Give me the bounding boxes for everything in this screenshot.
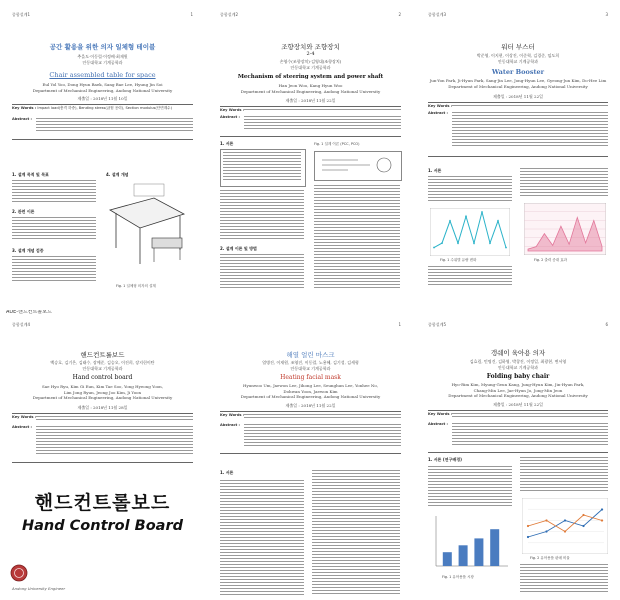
- figure-caption: Fig. 1 설계 이론 (PCC, PCO): [314, 142, 360, 146]
- sales-line-chart: [522, 498, 608, 554]
- keywords: Impact load(충격 하중), Bending stress(굽힘 응력), Section modulus(단면계수): [37, 106, 173, 110]
- body-text: [12, 180, 96, 203]
- data-point: [497, 220, 499, 222]
- abstract-label: Abstract :: [428, 111, 448, 115]
- body-text: [220, 254, 304, 290]
- data-point: [489, 242, 491, 244]
- data-point: [481, 211, 483, 213]
- divider: [12, 139, 193, 140]
- body-text: [12, 256, 96, 283]
- page-number: 3: [605, 12, 608, 17]
- body-text: [428, 266, 512, 287]
- page-number: 1: [398, 322, 401, 327]
- paper-title-ko: 조향장치와 조향장치: [281, 43, 340, 51]
- bar: [490, 529, 499, 566]
- divider: [428, 452, 608, 453]
- abstract-text: [36, 118, 193, 133]
- section-heading: 1. 설계 목적 및 목표: [12, 172, 49, 177]
- section-heading: 1. 서론: [428, 168, 442, 173]
- keywords-label: Key Words :: [12, 106, 37, 110]
- paper-title-en: Heating facial mask: [280, 374, 341, 381]
- section-heading: 1. 서론 (연구배경): [428, 457, 462, 462]
- paper-title-ko: 해열 얼린 마스크: [286, 351, 335, 359]
- body-text: [12, 217, 96, 240]
- output-chart: [524, 203, 606, 255]
- market-bar-chart: [430, 514, 510, 572]
- abstract-text: [36, 426, 193, 456]
- data-point: [564, 530, 566, 532]
- data-point: [441, 242, 443, 244]
- paper-subtitle: 2-4: [306, 51, 315, 57]
- figure-caption: Fig. 1 유아용품 시장: [442, 575, 474, 579]
- abstract-text: [452, 112, 608, 148]
- paper-title-ko: 워터 부스터: [501, 43, 535, 51]
- paper-title-ko: 핸드컨트롤보드: [80, 351, 125, 359]
- page-header: 종합설계4: [12, 322, 31, 327]
- paper-title-en: Folding baby chair: [486, 373, 550, 380]
- figure-caption: Fig. 2 출력 증대 효과: [534, 258, 568, 262]
- page-number: 2: [398, 12, 401, 17]
- data-point: [433, 247, 435, 249]
- data-point: [564, 519, 566, 521]
- authors-ko: 박준영, 이지현, 이상진, 이준혁, 김경준, 임도희 안동대학교 기계공학과: [476, 53, 560, 64]
- table-sketch-figure: [104, 180, 196, 276]
- received-date: 제출일 : 2018년 11월 22일: [285, 403, 336, 408]
- data-point: [527, 536, 529, 538]
- divider: [12, 413, 193, 414]
- section-heading: 1. 서론: [220, 470, 234, 475]
- page-header: 종합설계1: [12, 12, 31, 17]
- data-point: [465, 216, 467, 218]
- body-text: [220, 190, 304, 240]
- page-header: 종합설계3: [428, 12, 447, 17]
- body-text: [223, 152, 301, 182]
- paper-page-2: [208, 0, 413, 300]
- divider: [12, 104, 193, 105]
- paper-page-5: [208, 310, 413, 600]
- page-number: 6: [605, 322, 608, 327]
- authors-en: Eul Yol Yoo, Dong Hyun Baek, Sang Bae Lee, Hyung Jin Soi Department of Mechanical Engineering, Andong National University: [32, 82, 173, 93]
- body-text: [220, 480, 304, 596]
- abstract-text: [452, 423, 608, 447]
- abstract-label: Abstract :: [220, 423, 240, 427]
- keywords-label: Key Words :: [220, 108, 245, 112]
- abstract-text: [244, 116, 401, 131]
- body-text: [520, 168, 608, 198]
- divider: [428, 410, 608, 411]
- chart-frame: [522, 498, 608, 554]
- divider: [220, 411, 401, 412]
- section-heading: 2. 관련 이론: [12, 209, 35, 214]
- received-date: 제출일 : 2018년 11월 10일: [77, 96, 128, 101]
- paper-title-ko: 공간 활용을 위한 의자 일체형 테이블: [49, 43, 156, 51]
- section-heading: 1. 서론: [220, 141, 234, 146]
- received-date: 제출일 : 2018년 11월 22일: [493, 94, 543, 99]
- poster-title-ko: 핸드컨트롤보드: [34, 492, 171, 514]
- abstract-label: Abstract :: [12, 117, 32, 121]
- data-point: [601, 508, 603, 510]
- data-point: [449, 220, 451, 222]
- page-header: 종합설계2: [220, 12, 239, 17]
- data-point: [457, 242, 459, 244]
- paper-page-3: [416, 0, 620, 300]
- authors-en: Han Jeon Woo, Kang Hyun Woo Department of Mechanical Engineering, Andong National University: [240, 83, 381, 94]
- keywords-label: Key Words :: [220, 413, 245, 417]
- received-date: 제출일 : 2018년 11월 22일: [493, 402, 543, 407]
- page-number: 1: [190, 12, 193, 17]
- authors-ko: 손영수(조향장치)·김영대(조향장치) 안동대학교 기계공학과: [279, 59, 342, 70]
- bar: [443, 552, 452, 566]
- received-date: 제출일 : 2018년 11월 22일: [285, 98, 336, 103]
- divider: [12, 462, 193, 463]
- keywords-text: [452, 413, 608, 419]
- poster-title-en: Hand Control Board: [22, 518, 183, 534]
- authors-ko: 엄병진, 이재원, 조영진, 이동렬, 노용혜, 김기성, 김세형 안동대학교 기계공학과: [262, 360, 359, 371]
- authors-en: Hyo-Rim Kim, Myung-Geun Kang, Jung-Hyun Kim, Jin-Hyun Park, Chang-Min Lee, Jae-Hyun Jo, Jong-Min Jeon Department of Mechanical Engineering, Andong National University: [448, 382, 588, 398]
- keywords-text: [452, 105, 608, 108]
- data-point: [505, 247, 507, 249]
- divider: [220, 136, 401, 137]
- bar: [459, 545, 468, 566]
- received-date: 제출일 : 2018년 11월 28일: [77, 405, 128, 410]
- keywords-label: Key Words :: [428, 412, 453, 416]
- equation-figure: [318, 154, 396, 176]
- university-logo-icon: [10, 564, 28, 582]
- body-text: [314, 185, 400, 290]
- paper-page-1: [0, 0, 205, 300]
- body-text: [428, 176, 512, 203]
- paper-page-4: [0, 310, 205, 600]
- authors-en: Jun-Yon Park, Ji-Hyun Park, Sang-Jin Lee, Jong-Hyun Lee, Gyeong-Jun Kim, Do-Hee Lim Department of Mechanical Engineering, Andong National University: [429, 78, 607, 89]
- figure-caption: Fig. 2 유아용품 판매 비율: [530, 556, 570, 560]
- divider: [428, 156, 608, 157]
- divider: [220, 106, 401, 107]
- paper-title-en: Mechanism of steering system and power shaft: [237, 74, 384, 80]
- body-text: [428, 466, 512, 508]
- abstract-label: Abstract :: [220, 115, 240, 119]
- divider: [220, 453, 401, 454]
- figure-caption: Fig. 1 일체형 의자의 설계: [116, 284, 156, 288]
- authors-en: Hyunwoo Um, Jaewon Lee, Jihong Lee, Seunghun Lee, Yonhee No, Dohwan Yoon, Jaewon Kim Department of Mechanical Engineering, Andong National University: [240, 383, 381, 399]
- keywords-label: Key Words :: [428, 104, 453, 108]
- paper-title-en: Hand control board: [72, 374, 133, 381]
- keywords-text: [244, 414, 401, 420]
- page-header: 종합설계5: [428, 322, 447, 327]
- keywords-text: [244, 109, 401, 112]
- brand-tag: AUE-핸드컨트롤보드: [6, 310, 52, 315]
- paper-page-6: [416, 310, 620, 600]
- authors-ko: 백승호, 김기은, 김태수, 장예준, 김승오, 이진희, 장지헌이탄 안동대학교 기계공학과: [50, 360, 155, 371]
- authors-ko: 김효림, 민명건, 김하영, 박창진, 이정일, 최광현, 변서영 안동대학교 기계공학과: [469, 359, 567, 370]
- keywords-text: [36, 416, 193, 422]
- section-heading: 3. 설계 개념 검증: [12, 248, 44, 253]
- authors-en: Sae Hyo Ryu, Kim Gi Eun, Kim Tae Soo, Yong Hyeong Yoon, Lim Jong Ryun, Jeong Joo Kim, Ji Yoon Department of Mechanical Engineering, Andong National University: [32, 384, 173, 400]
- body-text: [312, 470, 400, 596]
- abstract-label: Abstract :: [428, 422, 448, 426]
- data-point: [582, 525, 584, 527]
- paper-title-en: Water Booster: [491, 68, 545, 76]
- data-point: [545, 519, 547, 521]
- data-point: [527, 525, 529, 527]
- chart-frame: [430, 208, 510, 256]
- abstract-label: Abstract :: [12, 425, 32, 429]
- body-text: [520, 564, 608, 594]
- abstract-text: [244, 424, 401, 448]
- data-point: [545, 530, 547, 532]
- figure-caption: Fig. 1 수위별 유량 변화: [440, 258, 477, 262]
- authors-ko: 추을도·이동렬·이정배·최재원 안동대학교 기계공학과: [77, 54, 128, 65]
- data-point: [601, 519, 603, 521]
- paper-title-en: Chair assembled table for space: [49, 71, 156, 79]
- divider: [428, 102, 608, 103]
- section-heading: 4. 설계 개념: [106, 172, 129, 177]
- body-text: [520, 457, 608, 493]
- footer-text: Andong University Engineer: [12, 586, 66, 591]
- flow-rate-chart: [430, 208, 510, 256]
- bar: [474, 538, 483, 566]
- paper-title-ko: 갱쉐이 육아용 의자: [490, 349, 546, 357]
- data-point: [582, 514, 584, 516]
- keywords-label: Key Words :: [12, 415, 37, 419]
- section-heading: 2. 설계 이론 및 방법: [220, 246, 257, 251]
- data-point: [473, 242, 475, 244]
